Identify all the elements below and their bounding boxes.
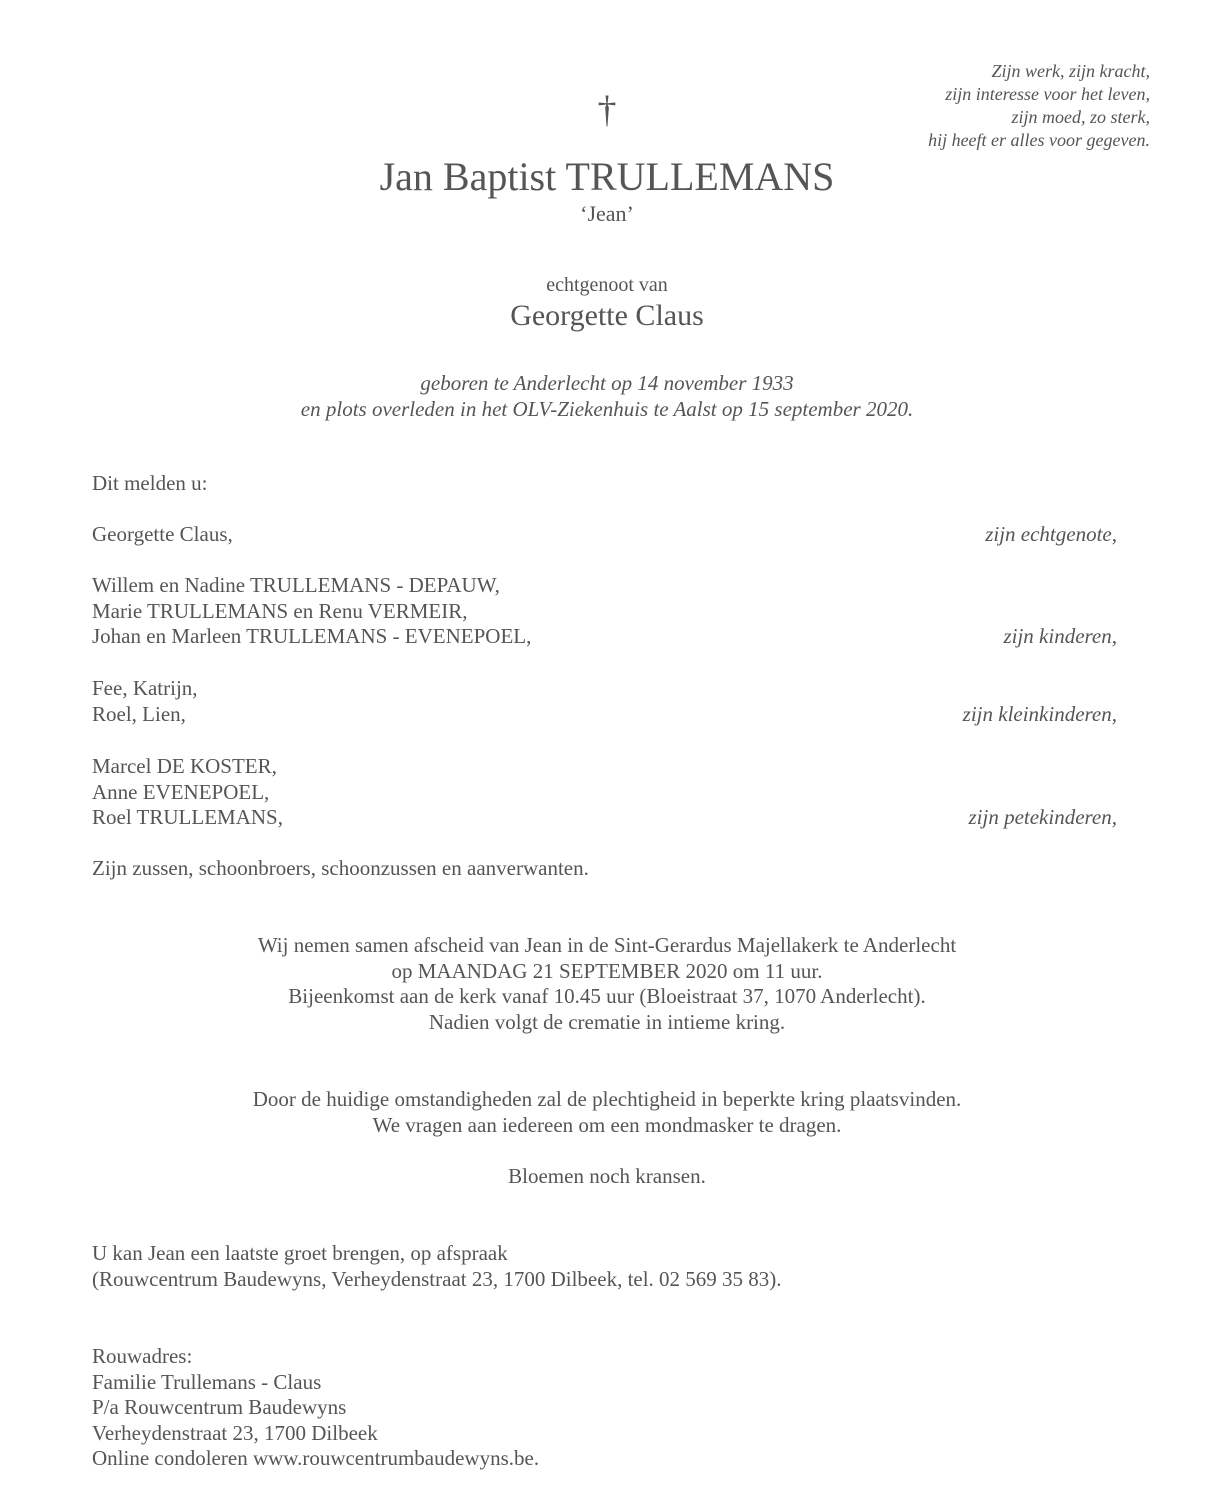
- relation-label: zijn kinderen,: [1003, 624, 1117, 648]
- family-name: Willem en Nadine TRULLEMANS - DEPAUW,: [92, 573, 500, 597]
- family-name: Marie TRULLEMANS en Renu VERMEIR,: [92, 598, 468, 623]
- address-line: P/a Rouwcentrum Baudewyns: [92, 1395, 347, 1419]
- spouse-label: echtgenoot van: [546, 274, 668, 296]
- other-relatives: Zijn zussen, schoonbroers, schoonzussen en aanverwanten.: [92, 856, 589, 880]
- family-name: Johan en Marleen TRULLEMANS - EVENEPOEL,: [92, 624, 532, 648]
- visit-line: U kan Jean een laatste groet brengen, op afspraak: [92, 1241, 508, 1265]
- restriction-line: Door de huidige omstandigheden zal de plechtigheid in beperkte kring plaatsvinden.: [252, 1087, 962, 1111]
- mourning-address: [92, 1344, 539, 1472]
- poem-line: Zijn werk, zijn kracht,: [991, 61, 1150, 81]
- ceremony-line: Wij nemen samen afscheid van Jean in de Sint-Gerardus Majellakerk te Anderlecht: [257, 933, 957, 957]
- ceremony-line: op MAANDAG 21 SEPTEMBER 2020 om 11 uur.: [391, 958, 823, 983]
- visit-line: (Rouwcentrum Baudewyns, Verheydenstraat 23, 1700 Dilbeek, tel. 02 569 35 83).: [92, 1266, 782, 1291]
- family-name: Anne EVENEPOEL,: [92, 779, 270, 804]
- ceremony-line: Nadien volgt de crematie in intieme kring.: [428, 1009, 786, 1034]
- family-group-children: [92, 573, 531, 650]
- poem-line: zijn interesse voor het leven,: [945, 84, 1150, 104]
- spouse-name: Georgette Claus: [510, 299, 704, 332]
- family-name: Georgette Claus,: [92, 522, 233, 546]
- birth-death-info: [0, 370, 1214, 422]
- announcement-intro: Dit melden u:: [92, 471, 208, 495]
- family-name: Fee, Katrijn,: [92, 676, 198, 700]
- relation-label: zijn kleinkinderen,: [962, 702, 1117, 726]
- relation-label: zijn echtgenote,: [985, 522, 1117, 546]
- deceased-name: Jan Baptist TRULLEMANS: [379, 154, 835, 199]
- death-line: en plots overleden in het OLV-Ziekenhuis te Aalst op 15 september 2020.: [300, 397, 914, 421]
- family-name: Marcel DE KOSTER,: [92, 754, 277, 778]
- family-name: Roel, Lien,: [92, 701, 186, 726]
- family-group-grandchildren: [92, 676, 198, 727]
- address-line: Online condoleren www.rouwcentrumbaudewyns.be.: [92, 1446, 540, 1470]
- address-line: Rouwadres:: [92, 1344, 193, 1368]
- cross-icon: †: [597, 89, 617, 131]
- address-line: Verheydenstraat 23, 1700 Dilbeek: [92, 1420, 378, 1445]
- relation-label: zijn petekinderen,: [968, 805, 1117, 829]
- restrictions-info: [0, 1087, 1214, 1138]
- family-name: Roel TRULLEMANS,: [92, 805, 283, 829]
- visit-info: [92, 1241, 782, 1292]
- restriction-line: We vragen aan iedereen om een mondmasker te dragen.: [372, 1112, 842, 1137]
- poem-line: zijn moed, zo sterk,: [1011, 107, 1150, 127]
- ceremony-line: Bijeenkomst aan de kerk vanaf 10.45 uur (Bloeistraat 37, 1070 Anderlecht).: [288, 984, 926, 1008]
- deceased-nickname: ‘Jean’: [580, 201, 634, 226]
- address-line: Familie Trullemans - Claus: [92, 1369, 322, 1394]
- birth-line: geboren te Anderlecht op 14 november 1933: [420, 371, 794, 395]
- family-group-spouse: [92, 522, 233, 548]
- ceremony-info: [0, 933, 1214, 1035]
- family-group-godchildren: [92, 754, 283, 831]
- flowers-note: Bloemen noch kransen.: [508, 1164, 706, 1188]
- poem-line: hij heeft er alles voor gegeven.: [928, 130, 1150, 150]
